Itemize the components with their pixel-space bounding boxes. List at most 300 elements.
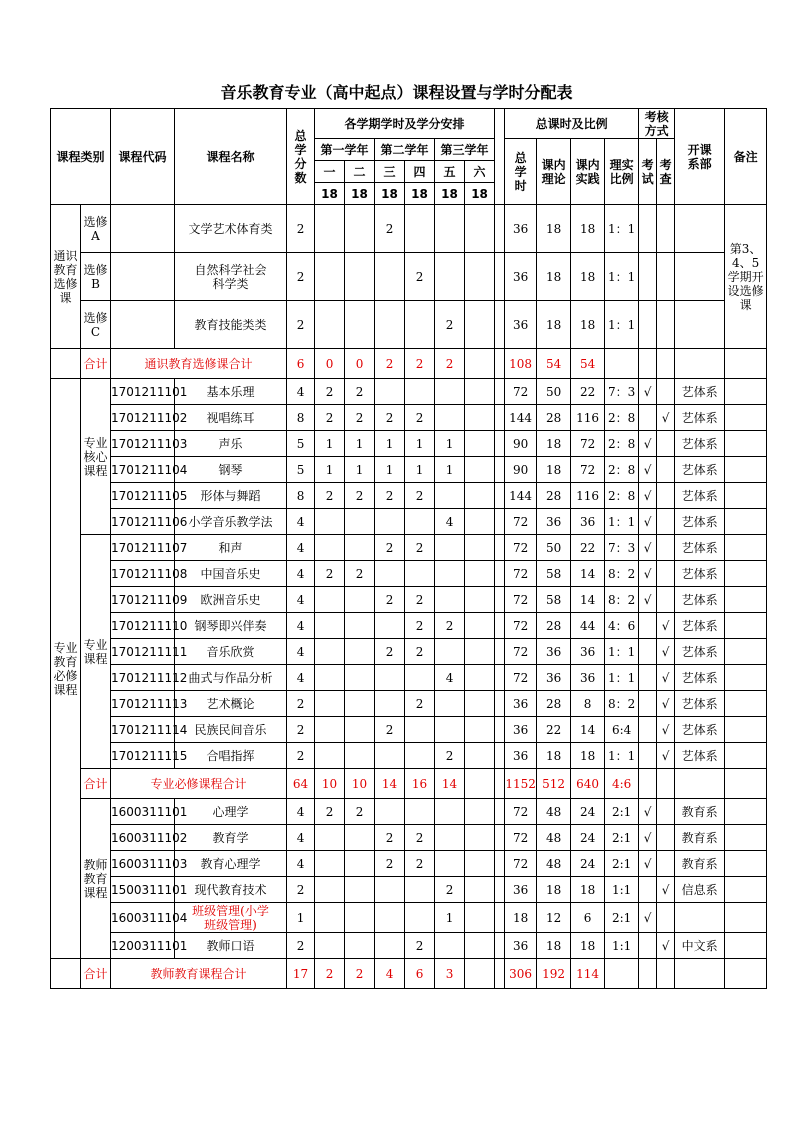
spacer-cell [495,639,505,665]
semester-hours: 2 [405,613,435,639]
practice-hours: 14 [571,717,605,743]
exam-mark [639,205,657,253]
dept [675,903,725,933]
semester-hours [345,877,375,903]
semester-hours [465,349,495,379]
course-name: 自然科学社会科学类 [175,253,287,301]
semester-hours [375,933,405,959]
semester-hours: 2 [435,349,465,379]
course-name: 钢琴即兴伴奏 [175,613,287,639]
course-code: 1701211105 [111,483,175,509]
course-credits: 4 [287,509,315,535]
exam-mark: √ [639,825,657,851]
theory-hours: 18 [537,933,571,959]
exam-mark: √ [639,509,657,535]
header-sem-4: 四 [405,161,435,183]
practice-hours: 18 [571,301,605,349]
semester-hours [435,691,465,717]
theory-hours: 28 [537,613,571,639]
semester-hours: 1 [435,903,465,933]
semester-hours: 6 [405,959,435,989]
exam-mark [639,717,657,743]
dept: 教育系 [675,851,725,877]
course-credits: 4 [287,639,315,665]
header-semester-group: 各学期学时及学分安排 [315,109,495,139]
semester-hours [345,851,375,877]
total-hours: 108 [505,349,537,379]
semester-hours [345,205,375,253]
dept: 艺体系 [675,535,725,561]
table-row [51,587,767,613]
curriculum-table [50,108,767,989]
note-empty [725,587,767,613]
semester-hours: 1 [435,457,465,483]
course-code: 1701211101 [111,379,175,405]
header-year1: 第一学年 [315,139,375,161]
table-row [51,851,767,877]
semester-hours [345,691,375,717]
theory-hours: 18 [537,457,571,483]
ratio: 1：1 [605,205,639,253]
general-sub-category: 选修B [81,253,111,301]
semester-hours [345,903,375,933]
subtotal-label: 合计 [81,349,111,379]
spacer-cell [495,717,505,743]
header-practice: 课内实践 [571,139,605,205]
theory-hours: 18 [537,301,571,349]
check-mark: √ [657,405,675,431]
header-total-hours: 总学时 [505,139,537,205]
course-code: 1701211109 [111,587,175,613]
note-empty [725,717,767,743]
theory-hours: 58 [537,587,571,613]
total-hours: 1152 [505,769,537,799]
theory-hours: 28 [537,483,571,509]
dept: 艺体系 [675,483,725,509]
header-name: 课程名称 [175,109,287,205]
semester-hours [315,509,345,535]
note-empty [725,799,767,825]
check-mark [657,851,675,877]
course-name: 中国音乐史 [175,561,287,587]
course-name: 曲式与作品分析 [175,665,287,691]
exam-mark [639,933,657,959]
check-mark [657,349,675,379]
semester-hours [315,691,345,717]
practice-hours: 72 [571,457,605,483]
semester-hours [465,933,495,959]
subtotal-name: 专业必修课程合计 [111,769,287,799]
semester-hours [465,743,495,769]
course-credits: 4 [287,825,315,851]
semester-hours [315,535,345,561]
total-hours: 72 [505,379,537,405]
course-name: 教育学 [175,825,287,851]
course-name: 教师口语 [175,933,287,959]
table-row [51,205,767,253]
dept [675,769,725,799]
exam-mark [639,301,657,349]
exam-mark [639,691,657,717]
semester-hours [315,825,345,851]
header-assess-group: 考核方式 [639,109,675,139]
practice-hours: 8 [571,691,605,717]
course-credits: 2 [287,717,315,743]
dept: 艺体系 [675,587,725,613]
semester-hours: 2 [375,349,405,379]
practice-hours: 44 [571,613,605,639]
course-credits: 17 [287,959,315,989]
semester-hours [435,483,465,509]
semester-hours [465,405,495,431]
general-note: 第3、4、5学期开设选修课 [725,205,767,349]
check-mark: √ [657,613,675,639]
practice-hours: 14 [571,587,605,613]
ratio: 7：3 [605,535,639,561]
course-credits: 2 [287,877,315,903]
note-empty [725,691,767,717]
semester-hours [465,509,495,535]
semester-hours [375,379,405,405]
spacer-cell [495,743,505,769]
total-hours: 72 [505,851,537,877]
semester-hours [435,535,465,561]
semester-hours [345,587,375,613]
exam-mark: √ [639,903,657,933]
total-hours: 72 [505,535,537,561]
spacer-cell [495,613,505,639]
theory-hours: 28 [537,405,571,431]
course-credits: 4 [287,613,315,639]
semester-hours [375,743,405,769]
note-empty [725,851,767,877]
spacer-cell [495,483,505,509]
semester-hours: 14 [435,769,465,799]
semester-hours [405,665,435,691]
table-row [51,743,767,769]
note-empty [725,877,767,903]
semester-hours [315,933,345,959]
semester-hours [465,205,495,253]
semester-hours [435,933,465,959]
course-name: 现代教育技术 [175,877,287,903]
check-mark: √ [657,691,675,717]
table-row [51,535,767,561]
dept: 教育系 [675,825,725,851]
semester-hours: 1 [435,431,465,457]
exam-mark [639,769,657,799]
check-mark [657,561,675,587]
table-row [51,933,767,959]
header-note: 备注 [725,109,767,205]
theory-hours: 36 [537,509,571,535]
check-mark: √ [657,665,675,691]
ratio: 1：1 [605,509,639,535]
dept: 艺体系 [675,691,725,717]
theory-hours: 12 [537,903,571,933]
table-row [51,253,767,301]
course-credits: 64 [287,769,315,799]
course-name: 合唱指挥 [175,743,287,769]
exam-mark [639,665,657,691]
dept: 教育系 [675,799,725,825]
check-mark [657,431,675,457]
course-credits: 1 [287,903,315,933]
course-credits: 6 [287,349,315,379]
semester-hours [375,799,405,825]
semester-hours [465,587,495,613]
header-theory: 课内理论 [537,139,571,205]
semester-hours [345,613,375,639]
course-code: 1701211114 [111,717,175,743]
ratio: 1：1 [605,253,639,301]
dept: 信息系 [675,877,725,903]
semester-hours: 2 [375,483,405,509]
semester-hours [465,457,495,483]
semester-hours: 16 [405,769,435,799]
course-credits: 4 [287,561,315,587]
exam-mark [639,253,657,301]
semester-hours [465,301,495,349]
spacer-cell [495,405,505,431]
ratio: 1：1 [605,665,639,691]
subtotal-row [51,959,767,989]
table-row [51,799,767,825]
check-mark: √ [657,877,675,903]
total-hours: 90 [505,431,537,457]
semester-hours: 2 [345,959,375,989]
ratio: 1：1 [605,301,639,349]
ratio [605,349,639,379]
course-credits: 4 [287,665,315,691]
semester-hours: 2 [405,933,435,959]
course-code: 1701211108 [111,561,175,587]
spacer-cell [495,301,505,349]
semester-hours [375,561,405,587]
semester-hours: 1 [315,457,345,483]
semester-hours: 2 [345,405,375,431]
subtotal-name: 教师教育课程合计 [111,959,287,989]
semester-hours [465,825,495,851]
note-empty [725,509,767,535]
semester-hours: 2 [375,205,405,253]
semester-hours [405,205,435,253]
semester-hours: 2 [315,379,345,405]
table-row [51,509,767,535]
semester-hours: 1 [405,431,435,457]
spacer-cell [495,903,505,933]
semester-hours: 2 [315,483,345,509]
semester-hours [315,253,345,301]
header-check: 考查 [657,139,675,205]
header-sem-3: 三 [375,161,405,183]
theory-hours: 36 [537,665,571,691]
semester-hours: 2 [405,691,435,717]
semester-hours [465,769,495,799]
semester-hours [435,379,465,405]
semester-hours [315,205,345,253]
spacer-cell [495,431,505,457]
ratio: 2:1 [605,799,639,825]
practice-hours: 18 [571,205,605,253]
header-category: 课程类别 [51,109,111,205]
theory-hours: 28 [537,691,571,717]
table-row [51,903,767,933]
semester-hours [375,301,405,349]
total-hours: 36 [505,933,537,959]
table-row [51,639,767,665]
semester-hours: 1 [345,431,375,457]
exam-mark: √ [639,483,657,509]
total-hours: 72 [505,613,537,639]
course-name: 基本乐理 [175,379,287,405]
semester-hours [435,561,465,587]
semester-hours: 2 [435,301,465,349]
exam-mark: √ [639,799,657,825]
semester-hours [405,301,435,349]
semester-hours: 2 [405,825,435,851]
subtotal-spacer [51,959,81,989]
semester-hours [345,717,375,743]
semester-hours [345,825,375,851]
practice-hours: 36 [571,665,605,691]
practice-hours: 18 [571,743,605,769]
theory-hours: 48 [537,799,571,825]
semester-hours: 2 [375,405,405,431]
exam-mark [639,877,657,903]
note-empty [725,349,767,379]
subtotal-name: 通识教育选修课合计 [111,349,287,379]
dept: 艺体系 [675,379,725,405]
exam-mark: √ [639,851,657,877]
practice-hours: 36 [571,639,605,665]
spacer-cell [495,799,505,825]
header-sem-1: 一 [315,161,345,183]
total-hours: 72 [505,825,537,851]
semester-hours: 2 [345,483,375,509]
spacer-cell [495,379,505,405]
dept: 艺体系 [675,431,725,457]
spacer-cell [495,851,505,877]
ratio: 8：2 [605,561,639,587]
check-mark [657,509,675,535]
semester-hours [315,743,345,769]
semester-hours [345,639,375,665]
course-code [111,205,175,253]
course-name: 小学音乐教学法 [175,509,287,535]
total-hours: 36 [505,691,537,717]
semester-hours [435,639,465,665]
semester-hours [435,851,465,877]
semester-hours [315,717,345,743]
subtotal-row [51,769,767,799]
course-code: 1701211115 [111,743,175,769]
semester-hours [435,587,465,613]
check-mark [657,769,675,799]
course-credits: 8 [287,405,315,431]
dept [675,301,725,349]
practice-hours: 24 [571,825,605,851]
semester-hours [465,561,495,587]
theory-hours: 50 [537,535,571,561]
ratio: 2：8 [605,483,639,509]
course-credits: 2 [287,253,315,301]
semester-hours: 2 [375,587,405,613]
semester-hours [465,535,495,561]
total-hours: 144 [505,483,537,509]
semester-hours [375,691,405,717]
semester-hours [375,253,405,301]
semester-hours: 4 [435,509,465,535]
table-row [51,665,767,691]
general-category: 通识教育选修课 [51,205,81,349]
table-row [51,301,767,349]
course-name: 教育技能类类 [175,301,287,349]
course-name: 民族民间音乐 [175,717,287,743]
spacer-cell [495,205,505,253]
semester-hours [465,253,495,301]
exam-mark: √ [639,431,657,457]
check-mark [657,379,675,405]
semester-hours: 4 [435,665,465,691]
semester-hours: 1 [345,457,375,483]
spacer-cell [495,561,505,587]
header-weeks-3: 18 [375,183,405,205]
dept: 艺体系 [675,743,725,769]
total-hours: 72 [505,587,537,613]
semester-hours [375,509,405,535]
spacer-cell [495,665,505,691]
note-empty [725,535,767,561]
semester-hours: 2 [405,349,435,379]
course-code [111,253,175,301]
header-code: 课程代码 [111,109,175,205]
note-empty [725,379,767,405]
theory-hours: 48 [537,851,571,877]
course-code: 1200311101 [111,933,175,959]
course-code: 1600311102 [111,825,175,851]
semester-hours: 10 [315,769,345,799]
semester-hours [345,933,375,959]
semester-hours: 10 [345,769,375,799]
total-hours: 72 [505,639,537,665]
practice-hours: 36 [571,509,605,535]
semester-hours: 1 [315,431,345,457]
semester-hours [375,903,405,933]
practice-hours: 54 [571,349,605,379]
semester-hours: 2 [405,639,435,665]
course-code: 1701211107 [111,535,175,561]
semester-hours [465,483,495,509]
semester-hours: 3 [435,959,465,989]
semester-hours: 2 [345,799,375,825]
semester-hours [465,379,495,405]
theory-hours: 36 [537,639,571,665]
course-credits: 2 [287,933,315,959]
check-mark: √ [657,639,675,665]
spacer-cell [495,535,505,561]
table-row [51,457,767,483]
total-hours: 18 [505,903,537,933]
course-credits: 5 [287,457,315,483]
course-name: 和声 [175,535,287,561]
semester-hours: 2 [405,851,435,877]
semester-hours [405,799,435,825]
dept: 艺体系 [675,665,725,691]
semester-hours [315,301,345,349]
spacer-cell [495,509,505,535]
total-hours: 72 [505,799,537,825]
